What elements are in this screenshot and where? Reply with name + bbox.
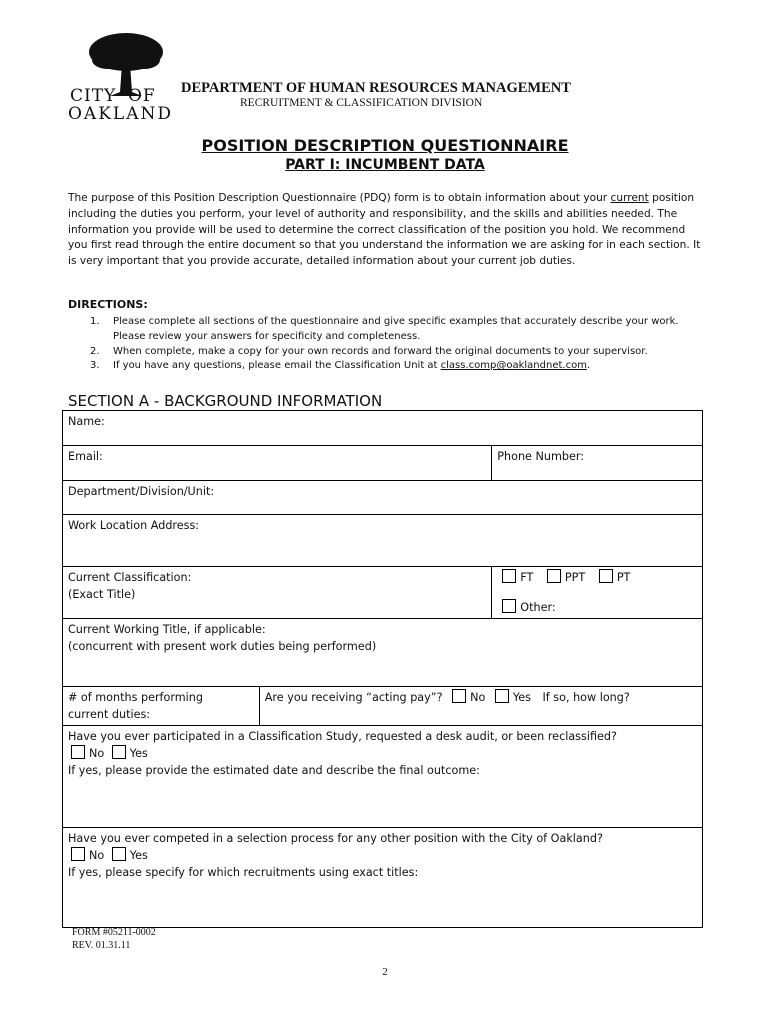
employment-type-cell: FT PPT PT Other: <box>492 567 703 619</box>
directions-list <box>68 315 708 374</box>
classification-study-field[interactable]: Have you ever participated in a Classification Study, requested a desk audit, or been reclassified? No Yes If yes, please provide the estimated date and describe the final outcome: <box>63 726 703 828</box>
intro-paragraph: The purpose of this Position Description Questionnaire (PDQ) form is to obtain information about your current position including the duties you perform, your level of authority and responsibility, and the skills and abilities needed. The information you provide will be used to determine the correct classification of the position you hold. We recommend you first read through the entire document so that you understand the information we are asking for in each section. It is very important that you provide accurate, detailed information about your current job duties. <box>68 192 701 268</box>
pt-checkbox[interactable] <box>599 569 613 583</box>
selection-no-checkbox[interactable] <box>71 847 85 861</box>
classification-email-link[interactable]: class.comp@oaklandnet.com <box>440 360 587 372</box>
months-performing-field[interactable]: # of months performing current duties: <box>63 687 260 726</box>
direction-item: 1. Please complete all sections of the questionnaire and give specific examples that accurately describe your work. Please review your answers for specificity and completeness. <box>90 316 679 342</box>
classification-field[interactable]: Current Classification: (Exact Title) <box>63 567 492 619</box>
directions-heading: DIRECTIONS: <box>68 298 148 311</box>
study-yes-checkbox[interactable] <box>112 745 126 759</box>
ft-checkbox[interactable] <box>502 569 516 583</box>
page-title: POSITION DESCRIPTION QUESTIONNAIRE <box>201 136 569 155</box>
section-a-heading: SECTION A - BACKGROUND INFORMATION <box>68 392 383 410</box>
direction-item: 2. When complete, make a copy for your own records and forward the original documents to your supervisor. <box>90 345 648 357</box>
form-footer <box>72 926 156 952</box>
study-no-checkbox[interactable] <box>71 745 85 759</box>
email-field[interactable]: Email: <box>63 446 492 481</box>
work-location-field[interactable]: Work Location Address: <box>63 515 703 567</box>
direction-item: 3. If you have any questions, please email the Classification Unit at class.comp@oaklandnet.com. <box>90 360 591 372</box>
other-checkbox[interactable] <box>502 599 516 613</box>
selection-yes-checkbox[interactable] <box>112 847 126 861</box>
phone-number-field[interactable]: Phone Number: <box>492 446 703 481</box>
department-field[interactable]: Department/Division/Unit: <box>63 481 703 515</box>
name-field[interactable]: Name: <box>63 411 703 446</box>
working-title-field[interactable]: Current Working Title, if applicable: (concurrent with present work duties being performed) <box>63 619 703 687</box>
logo-text-city: CITY <box>70 86 117 106</box>
page-subtitle: PART I: INCUMBENT DATA <box>285 157 485 173</box>
acting-pay-field: Are you receiving “acting pay”? No Yes If so, how long? <box>259 687 702 726</box>
city-of-oakland-logo <box>66 30 176 125</box>
division-heading: RECRUITMENT & CLASSIFICATION DIVISION <box>240 97 483 109</box>
acting-pay-no-checkbox[interactable] <box>452 689 466 703</box>
logo-text-oakland: OAKLAND <box>68 104 173 124</box>
revision-date: REV. 01.31.11 <box>72 940 131 951</box>
form-number: FORM #05211-0002 <box>72 927 156 938</box>
ppt-checkbox[interactable] <box>547 569 561 583</box>
logo-text-of: OF <box>128 86 156 106</box>
acting-pay-yes-checkbox[interactable] <box>495 689 509 703</box>
department-heading: DEPARTMENT OF HUMAN RESOURCES MANAGEMENT <box>181 80 571 96</box>
background-info-form <box>62 410 703 928</box>
selection-process-field[interactable]: Have you ever competed in a selection process for any other position with the City of Oakland? No Yes If yes, please specify for which recruitments using exact titles: <box>63 828 703 928</box>
page-number: 2 <box>382 966 388 978</box>
